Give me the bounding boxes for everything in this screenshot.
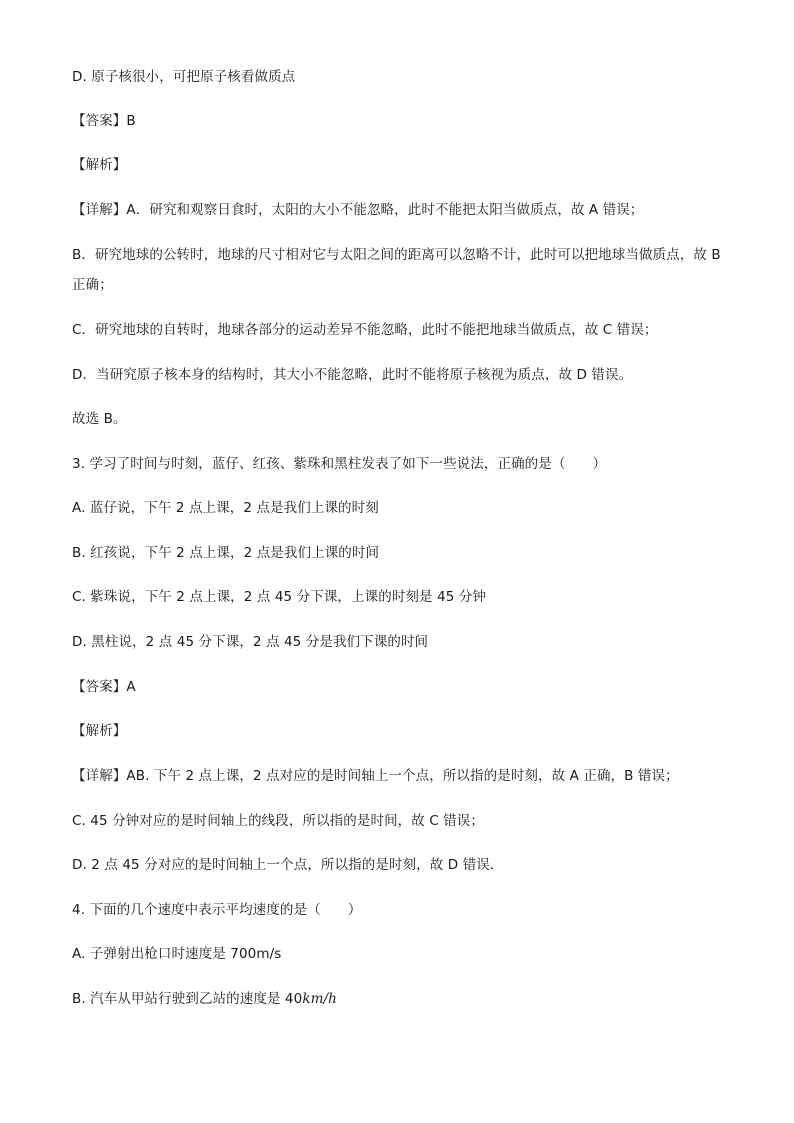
detail-tag: 【详解】	[72, 768, 127, 784]
analysis-heading-2: 【解析】	[72, 723, 127, 739]
question-4-option-b	[72, 989, 722, 1009]
question-4-option-a	[72, 944, 722, 964]
answer-tag: 【答案】	[72, 113, 127, 129]
option-d-prev: D. 原子核很小，可把原子核看做质点	[72, 69, 296, 85]
option-b-unit: km/h	[302, 991, 337, 1007]
detail-line-a	[72, 200, 722, 220]
detail-text-a: A．研究和观察日食时，太阳的大小不能忽略，此时不能把太阳当做质点，故 A 错误；	[126, 202, 644, 218]
question-4: 4. 下面的几个速度中表示平均速度的是（ ）	[72, 902, 362, 918]
question-3-option-b: B. 红孩说，下午 2 点上课，2 点是我们上课的时间	[72, 545, 380, 561]
detail-line-c: C．研究地球的自转时，地球各部分的运动差异不能忽略，此时不能把地球当做质点，故 C 错误；	[72, 322, 658, 338]
detail-text-ab: AB. 下午 2 点上课，2 点对应的是时间轴上一个点，所以指的是时刻，故 A 正确，B 错误；	[126, 768, 679, 784]
answer-line-2	[72, 677, 722, 697]
question-3-option-a: A. 蓝仔说，下午 2 点上课，2 点是我们上课的时刻	[72, 500, 379, 516]
question-3: 3. 学习了时间与时刻，蓝仔、红孩、紫珠和黑柱发表了如下一些说法，正确的是（ ）	[72, 456, 607, 472]
detail-tag: 【详解】	[72, 202, 127, 218]
analysis-heading-1: 【解析】	[72, 157, 127, 173]
option-a-text: A. 子弹射出枪口时速度是 700	[72, 946, 257, 962]
detail-line-d: D．当研究原子核本身的结构时，其大小不能忽略，此时不能将原子核视为质点，故 D 错误。	[72, 367, 633, 383]
option-b-text: B. 汽车从甲站行驶到乙站的速度是 40	[72, 991, 303, 1007]
answer-tag: 【答案】	[72, 679, 127, 695]
detail-line-d2: D. 2 点 45 分对应的是时间轴上一个点，所以指的是时刻，故 D 错误．	[72, 857, 504, 873]
detail-line-ab	[72, 766, 722, 786]
option-a-unit: m/s	[256, 946, 282, 962]
question-3-option-c: C. 紫珠说，下午 2 点上课，2 点 45 分下课，上课的时刻是 45 分钟	[72, 589, 486, 605]
answer-line-1	[72, 111, 722, 131]
conclusion-line-1: 故选 B。	[72, 411, 127, 427]
answer-value: B	[126, 113, 136, 129]
detail-line-c2: C. 45 分钟对应的是时间轴上的线段，所以指的是时间，故 C 错误；	[72, 813, 484, 829]
question-3-option-d: D. 黑柱说，2 点 45 分下课，2 点 45 分是我们下课的时间	[72, 634, 429, 650]
detail-line-b: B．研究地球的公转时，地球的尺寸相对它与太阳之间的距离可以忽略不计，此时可以把地球当做质点，故 B 正确；	[72, 247, 721, 293]
answer-value: A	[126, 679, 136, 695]
